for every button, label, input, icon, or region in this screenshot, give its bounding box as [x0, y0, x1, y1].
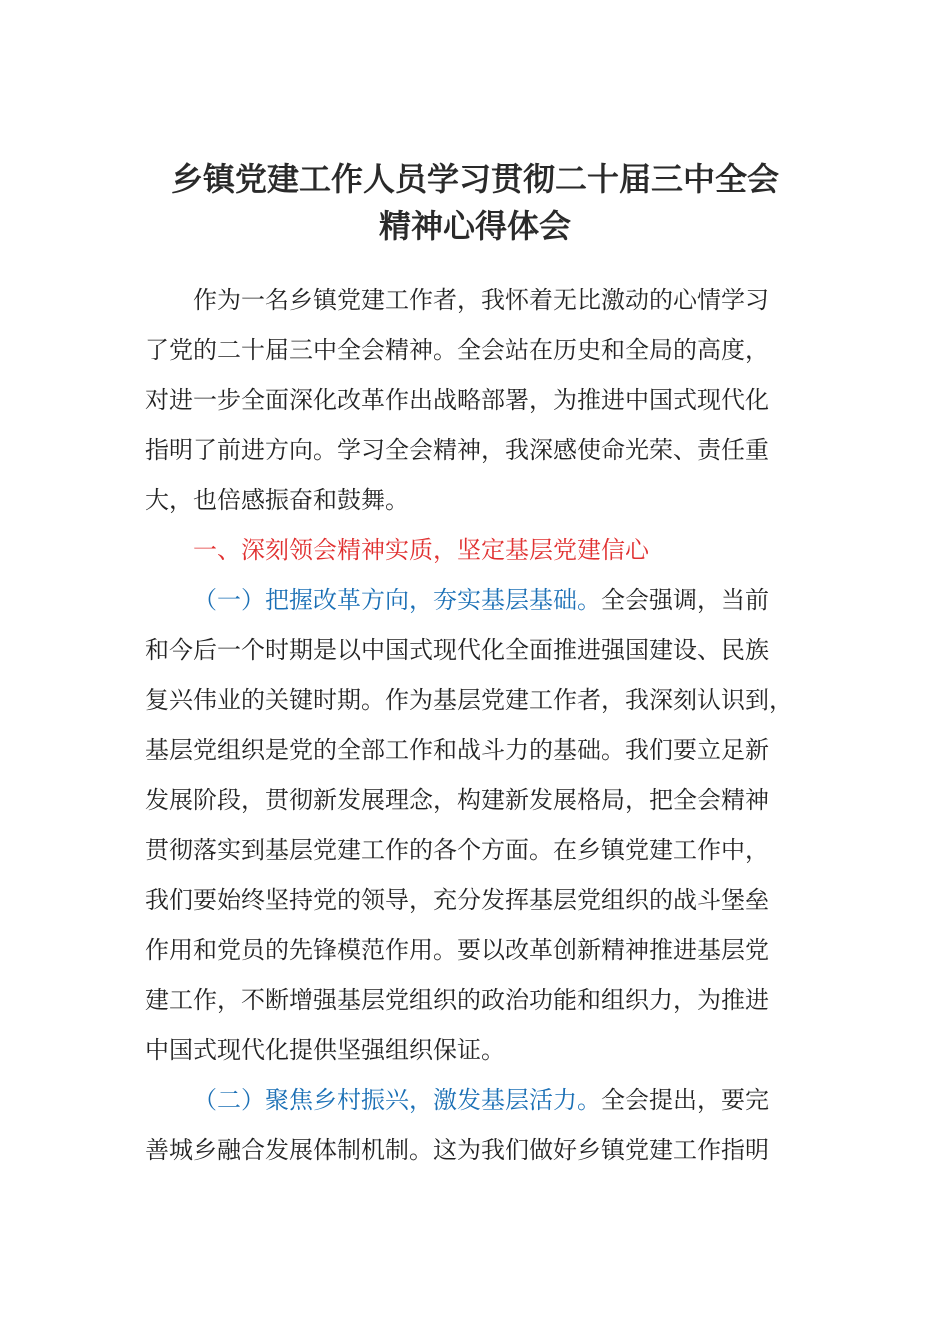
section-heading-text: 一、深刻领会精神实质，坚定基层党建信心	[193, 536, 649, 564]
paragraph-line: 善城乡融合发展体制机制。这为我们做好乡镇党建工作指明	[145, 1136, 769, 1164]
paragraph-section-1-1	[145, 575, 805, 1075]
document-title-line-1: 乡镇党建工作人员学习贯彻二十届三中全会	[170, 160, 779, 198]
paragraph-line	[145, 575, 805, 625]
subheading-text: （一）把握改革方向，夯实基层基础。	[193, 586, 601, 614]
paragraph-line: 作为一名乡镇党建工作者，我怀着无比激动的心情学习	[193, 286, 769, 314]
paragraph-line	[145, 1075, 805, 1125]
paragraph-line: 指明了前进方向。学习全会精神，我深感使命光荣、责任重	[145, 436, 769, 464]
paragraph-line: 大，也倍感振奋和鼓舞。	[145, 486, 409, 514]
paragraph-line: 我们要始终坚持党的领导，充分发挥基层党组织的战斗堡垒	[145, 886, 769, 914]
subheading-text: （二）聚焦乡村振兴，激发基层活力。	[193, 1086, 601, 1114]
paragraph-line: 和今后一个时期是以中国式现代化全面推进强国建设、民族	[145, 636, 769, 664]
paragraph-line: 复兴伟业的关键时期。作为基层党建工作者，我深刻认识到，	[145, 686, 793, 714]
paragraph-line: 发展阶段，贯彻新发展理念，构建新发展格局，把全会精神	[145, 786, 769, 814]
paragraph-text: 全会提出，要完	[601, 1086, 769, 1114]
paragraph-section-1-2	[145, 1075, 805, 1175]
section-heading	[145, 525, 805, 575]
paragraph-intro	[145, 275, 805, 525]
document-title-line-2: 精神心得体会	[378, 207, 571, 245]
paragraph-line: 中国式现代化提供坚强组织保证。	[145, 1036, 505, 1064]
paragraph-line: 基层党组织是党的全部工作和战斗力的基础。我们要立足新	[145, 736, 769, 764]
paragraph-line: 对进一步全面深化改革作出战略部署，为推进中国式现代化	[145, 386, 769, 414]
paragraph-line: 建工作，不断增强基层党组织的政治功能和组织力，为推进	[145, 986, 769, 1014]
paragraph-text: 全会强调，当前	[601, 586, 769, 614]
paragraph-line: 贯彻落实到基层党建工作的各个方面。在乡镇党建工作中，	[145, 836, 769, 864]
paragraph-line: 作用和党员的先锋模范作用。要以改革创新精神推进基层党	[145, 936, 769, 964]
paragraph-line: 了党的二十届三中全会精神。全会站在历史和全局的高度，	[145, 336, 769, 364]
